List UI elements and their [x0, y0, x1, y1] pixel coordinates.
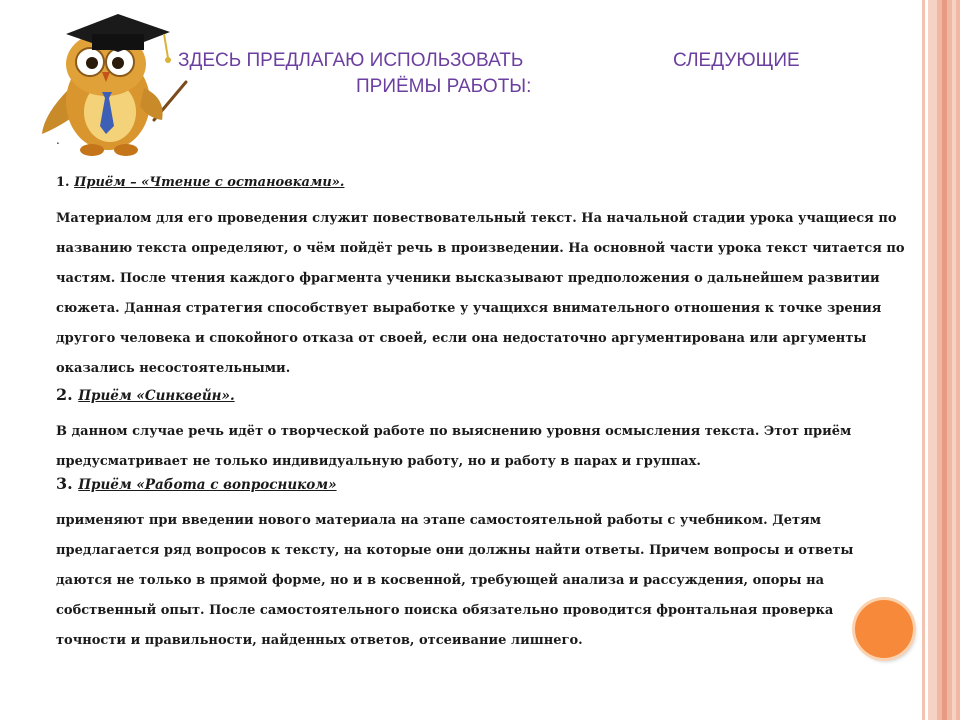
title-line1-part1: ЗДЕСЬ ПРЕДЛАГАЮ ИСПОЛЬЗОВАТЬ	[178, 50, 524, 71]
section-number: 1.	[56, 175, 75, 190]
title-line1-part2: СЛЕДУЮЩИЕ	[673, 50, 800, 71]
bullet-dot: .	[56, 133, 60, 147]
section-text: применяют при введении нового материала на этапе самостоятельной работы с учебником. Детям предлагается ряд вопросов к тексту, на которые они должны найти ответы. Причем вопросы и ответы даются не только в прямой форме, но и в косвенной, требующей анализа и рассуждения, опоры на собственный опыт. После самостоятельного поиска обязательно проводится фронтальная проверка точности и правильности, найденных ответов, отсеивание лишнего.	[56, 513, 854, 648]
border-stripe	[928, 0, 937, 720]
border-stripe	[937, 0, 960, 720]
border-stripe	[922, 0, 925, 720]
section-number: 3.	[56, 474, 79, 493]
section-heading	[56, 172, 906, 194]
border-stripe	[942, 0, 947, 720]
section-text: Материалом для его проведения служит повествовательный текст. На начальной стадии урока учащиеся по названию текста определяют, о чём пойдёт речь в произведении. На основной части урока текст читается по частям. После чтения каждого фрагмента ученики высказывают предположения о дальнейшем развитии сюжета. Данная стратегия способствует выработке у учащихся внимательного отношения к точке зрения другого человека и спокойного отказа от своей, если она недостаточно аргументирована или аргументы оказались несостоятельными.	[56, 211, 905, 376]
section-heading-text: Приём «Синквейн».	[78, 388, 235, 404]
section-text: В данном случае речь идёт о творческой работе по выяснению уровня осмысления текста. Этот приём предусматривает не только индивидуальную работу, но и работу в парах и группах.	[56, 424, 852, 469]
section-number: 2.	[56, 385, 79, 404]
section-heading-text: Приём – «Чтение с остановками».	[74, 175, 345, 190]
section-heading-text: Приём «Работа с вопросником»	[78, 477, 337, 493]
decorative-orange-circle	[855, 600, 913, 658]
section-heading	[56, 384, 906, 407]
border-stripe	[952, 0, 956, 720]
content-body	[56, 172, 906, 656]
title-line2: ПРИЁМЫ РАБОТЫ:	[356, 76, 532, 97]
owl-teacher-icon	[36, 2, 196, 162]
